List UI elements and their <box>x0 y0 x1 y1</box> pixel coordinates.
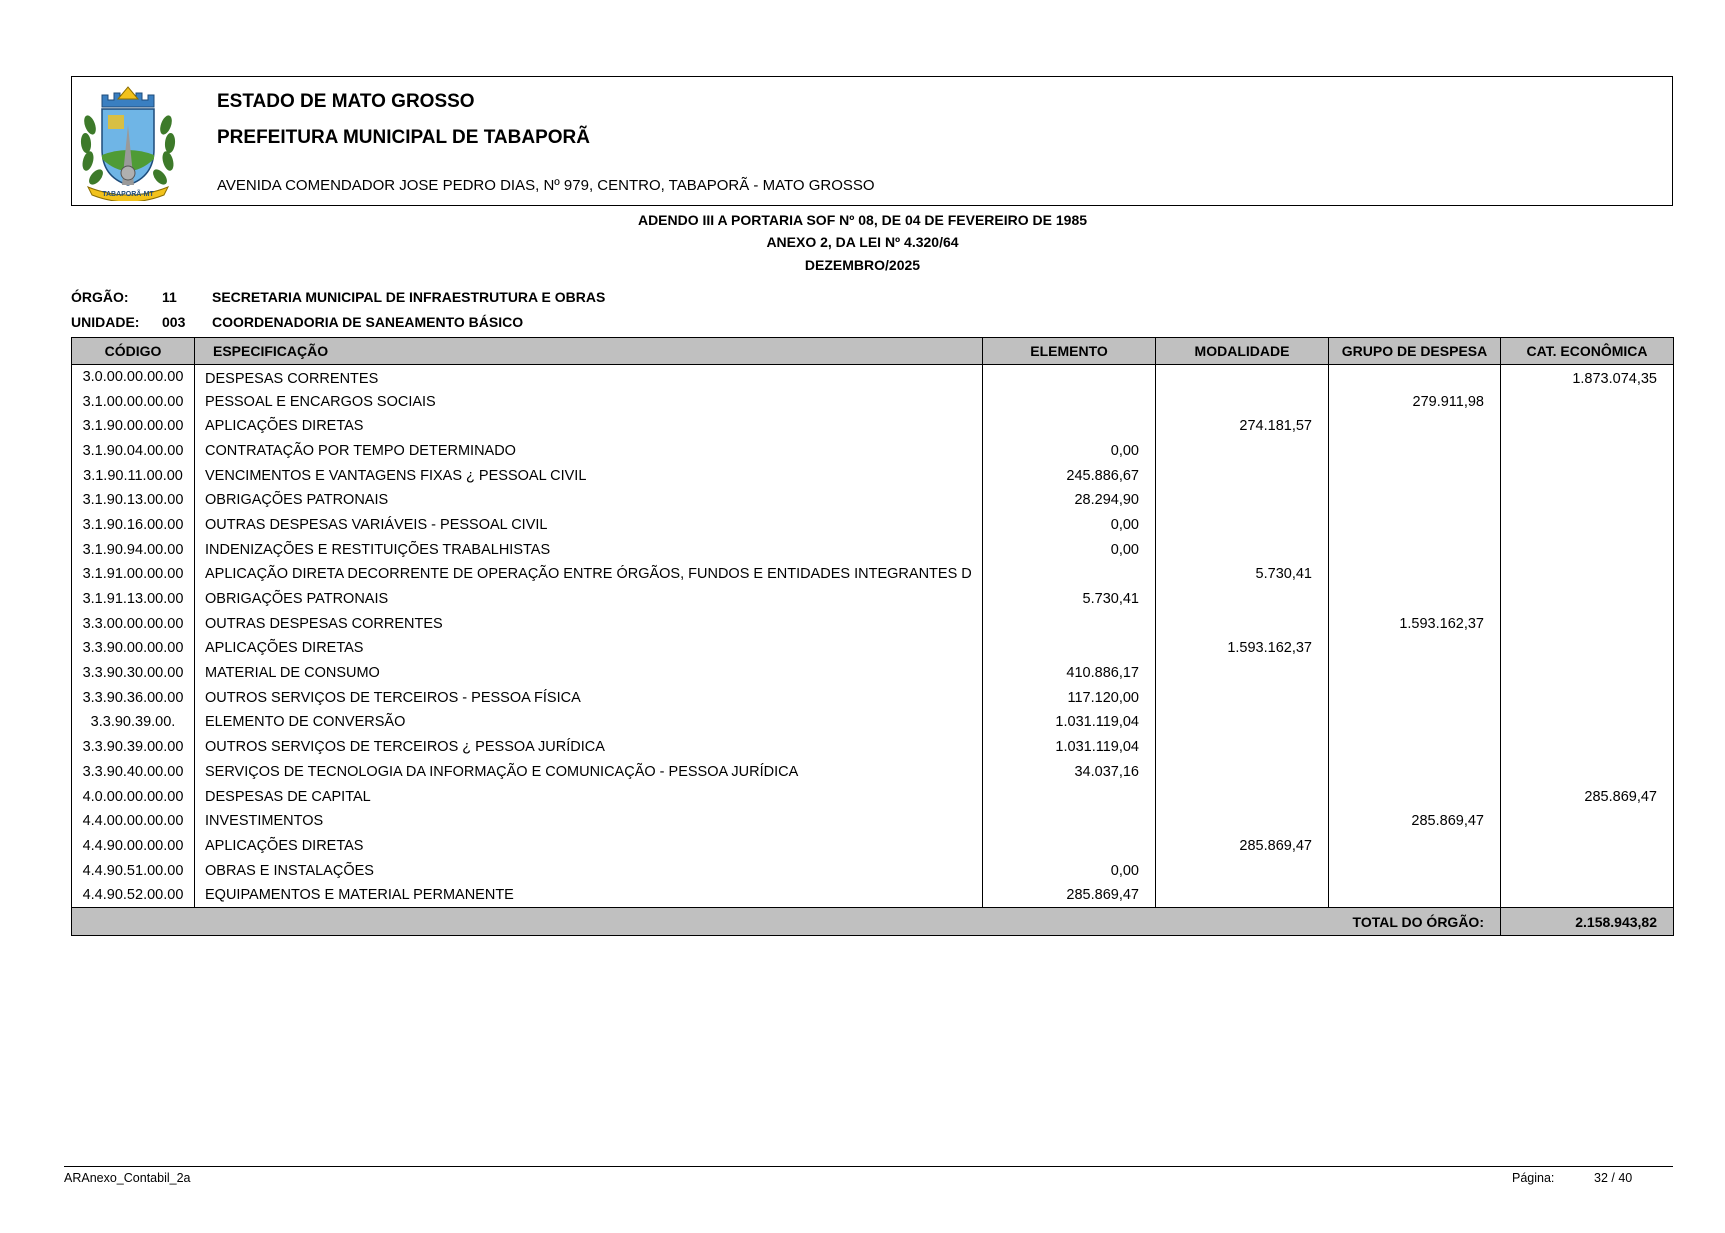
row-especificacao: OUTROS SERVIÇOS DE TERCEIROS ¿ PESSOA JURÍDICA <box>195 735 983 760</box>
row-grupo-despesa <box>1329 562 1501 587</box>
row-grupo-despesa <box>1329 636 1501 661</box>
table-row <box>72 809 1674 834</box>
row-modalidade <box>1156 611 1329 636</box>
row-code: 3.1.90.11.00.00 <box>72 463 195 488</box>
letterhead <box>71 76 1673 206</box>
footer-divider <box>64 1166 1673 1167</box>
table-row <box>72 858 1674 883</box>
total-label: TOTAL DO ÓRGÃO: <box>72 908 1501 936</box>
row-code: 3.1.91.13.00.00 <box>72 587 195 612</box>
col-header-elemento: ELEMENTO <box>983 338 1156 365</box>
row-cat-economica <box>1501 661 1674 686</box>
row-especificacao: APLICAÇÕES DIRETAS <box>195 414 983 439</box>
row-elemento <box>983 389 1156 414</box>
row-grupo-despesa <box>1329 661 1501 686</box>
row-modalidade <box>1156 488 1329 513</box>
row-especificacao: ELEMENTO DE CONVERSÃO <box>195 710 983 735</box>
row-modalidade <box>1156 883 1329 908</box>
row-code: 4.0.00.00.00.00 <box>72 784 195 809</box>
row-cat-economica: 285.869,47 <box>1501 784 1674 809</box>
state-name: ESTADO DE MATO GROSSO <box>217 91 475 112</box>
row-grupo-despesa <box>1329 414 1501 439</box>
crest-crown <box>102 87 154 107</box>
table-row <box>72 463 1674 488</box>
row-modalidade: 274.181,57 <box>1156 414 1329 439</box>
table-row <box>72 834 1674 859</box>
row-elemento <box>983 636 1156 661</box>
row-code: 3.1.90.00.00.00 <box>72 414 195 439</box>
row-modalidade <box>1156 710 1329 735</box>
row-grupo-despesa <box>1329 513 1501 538</box>
municipal-crest-icon <box>78 85 178 201</box>
row-code: 4.4.90.00.00.00 <box>72 834 195 859</box>
col-header-cat-economica: CAT. ECONÔMICA <box>1501 338 1674 365</box>
report-period: DEZEMBRO/2025 <box>804 257 921 273</box>
orgao-info <box>71 289 605 305</box>
row-modalidade <box>1156 735 1329 760</box>
row-grupo-despesa <box>1329 587 1501 612</box>
row-code: 4.4.90.52.00.00 <box>72 883 195 908</box>
table-row <box>72 365 1674 390</box>
row-code: 3.3.90.30.00.00 <box>72 661 195 686</box>
table-header-row <box>72 338 1674 365</box>
row-grupo-despesa <box>1329 834 1501 859</box>
table-row <box>72 710 1674 735</box>
row-code: 3.3.90.39.00. <box>72 710 195 735</box>
row-modalidade: 5.730,41 <box>1156 562 1329 587</box>
row-code: 3.1.90.16.00.00 <box>72 513 195 538</box>
table-row <box>72 883 1674 908</box>
row-grupo-despesa <box>1329 439 1501 464</box>
table-row <box>72 685 1674 710</box>
row-grupo-despesa <box>1329 735 1501 760</box>
table-row <box>72 587 1674 612</box>
row-modalidade: 1.593.162,37 <box>1156 636 1329 661</box>
row-code: 3.0.00.00.00.00 <box>72 365 195 390</box>
table-row <box>72 488 1674 513</box>
row-cat-economica <box>1501 760 1674 785</box>
total-row <box>72 908 1674 936</box>
row-cat-economica <box>1501 611 1674 636</box>
row-grupo-despesa <box>1329 463 1501 488</box>
row-modalidade <box>1156 537 1329 562</box>
col-header-grupo-despesa: GRUPO DE DESPESA <box>1329 338 1501 365</box>
row-especificacao: SERVIÇOS DE TECNOLOGIA DA INFORMAÇÃO E COMUNICAÇÃO - PESSOA JURÍDICA <box>195 760 983 785</box>
row-especificacao: OBRIGAÇÕES PATRONAIS <box>195 488 983 513</box>
row-code: 3.1.00.00.00.00 <box>72 389 195 414</box>
total-value: 2.158.943,82 <box>1501 908 1674 936</box>
row-code: 4.4.00.00.00.00 <box>72 809 195 834</box>
orgao-code: 11 <box>162 289 177 305</box>
row-elemento: 0,00 <box>983 439 1156 464</box>
row-grupo-despesa <box>1329 685 1501 710</box>
row-code: 3.3.00.00.00.00 <box>72 611 195 636</box>
row-especificacao: OUTRAS DESPESAS CORRENTES <box>195 611 983 636</box>
row-grupo-despesa <box>1329 365 1501 390</box>
page-label: Página: <box>1512 1171 1555 1185</box>
row-grupo-despesa <box>1329 883 1501 908</box>
row-cat-economica <box>1501 636 1674 661</box>
row-code: 3.1.90.13.00.00 <box>72 488 195 513</box>
row-cat-economica <box>1501 562 1674 587</box>
row-cat-economica <box>1501 735 1674 760</box>
report-title-line1: ADENDO III A PORTARIA SOF Nº 08, DE 04 DE FEVEREIRO DE 1985 <box>637 212 1088 228</box>
row-grupo-despesa <box>1329 760 1501 785</box>
table-row <box>72 784 1674 809</box>
row-code: 3.3.90.39.00.00 <box>72 735 195 760</box>
table-row <box>72 513 1674 538</box>
row-especificacao: PESSOAL E ENCARGOS SOCIAIS <box>195 389 983 414</box>
row-especificacao: APLICAÇÕES DIRETAS <box>195 834 983 859</box>
table-row <box>72 389 1674 414</box>
row-elemento <box>983 562 1156 587</box>
row-modalidade <box>1156 587 1329 612</box>
row-elemento: 5.730,41 <box>983 587 1156 612</box>
row-elemento: 28.294,90 <box>983 488 1156 513</box>
row-cat-economica <box>1501 685 1674 710</box>
row-grupo-despesa <box>1329 858 1501 883</box>
row-modalidade <box>1156 513 1329 538</box>
report-title-line2: ANEXO 2, DA LEI Nº 4.320/64 <box>766 234 959 250</box>
prefecture-name: PREFEITURA MUNICIPAL DE TABAPORÃ <box>217 127 590 148</box>
row-modalidade <box>1156 365 1329 390</box>
row-code: 3.1.90.04.00.00 <box>72 439 195 464</box>
row-elemento: 0,00 <box>983 537 1156 562</box>
row-elemento: 410.886,17 <box>983 661 1156 686</box>
row-especificacao: INDENIZAÇÕES E RESTITUIÇÕES TRABALHISTAS <box>195 537 983 562</box>
row-modalidade <box>1156 784 1329 809</box>
row-especificacao: APLICAÇÕES DIRETAS <box>195 636 983 661</box>
row-elemento: 117.120,00 <box>983 685 1156 710</box>
row-modalidade: 285.869,47 <box>1156 834 1329 859</box>
row-cat-economica <box>1501 488 1674 513</box>
row-elemento: 0,00 <box>983 513 1156 538</box>
row-cat-economica <box>1501 537 1674 562</box>
table-row <box>72 611 1674 636</box>
row-modalidade <box>1156 439 1329 464</box>
table-row <box>72 414 1674 439</box>
row-grupo-despesa <box>1329 784 1501 809</box>
row-elemento: 34.037,16 <box>983 760 1156 785</box>
row-especificacao: EQUIPAMENTOS E MATERIAL PERMANENTE <box>195 883 983 908</box>
col-header-codigo: CÓDIGO <box>72 338 195 365</box>
row-elemento <box>983 834 1156 859</box>
expense-table <box>71 337 1674 936</box>
orgao-label: ÓRGÃO: <box>71 289 129 305</box>
row-elemento: 0,00 <box>983 858 1156 883</box>
orgao-name: SECRETARIA MUNICIPAL DE INFRAESTRUTURA E OBRAS <box>212 289 606 305</box>
row-cat-economica <box>1501 587 1674 612</box>
row-cat-economica <box>1501 389 1674 414</box>
table-row <box>72 537 1674 562</box>
row-especificacao: VENCIMENTOS E VANTAGENS FIXAS ¿ PESSOAL CIVIL <box>195 463 983 488</box>
row-cat-economica <box>1501 834 1674 859</box>
row-especificacao: OUTROS SERVIÇOS DE TERCEIROS - PESSOA FÍSICA <box>195 685 983 710</box>
row-elemento <box>983 784 1156 809</box>
table-row <box>72 735 1674 760</box>
row-code: 3.3.90.00.00.00 <box>72 636 195 661</box>
row-cat-economica <box>1501 414 1674 439</box>
row-code: 3.1.91.00.00.00 <box>72 562 195 587</box>
page-number: 32 / 40 <box>1594 1171 1633 1185</box>
report-name: ARAnexo_Contabil_2a <box>64 1171 191 1185</box>
row-cat-economica: 1.873.074,35 <box>1501 365 1674 390</box>
row-modalidade <box>1156 463 1329 488</box>
col-header-especificacao: ESPECIFICAÇÃO <box>195 338 983 365</box>
unidade-name: COORDENADORIA DE SANEAMENTO BÁSICO <box>212 314 524 330</box>
row-cat-economica <box>1501 809 1674 834</box>
row-cat-economica <box>1501 883 1674 908</box>
row-grupo-despesa <box>1329 537 1501 562</box>
row-modalidade <box>1156 858 1329 883</box>
row-modalidade <box>1156 389 1329 414</box>
row-elemento: 285.869,47 <box>983 883 1156 908</box>
row-elemento <box>983 414 1156 439</box>
row-modalidade <box>1156 809 1329 834</box>
row-especificacao: INVESTIMENTOS <box>195 809 983 834</box>
row-grupo-despesa <box>1329 710 1501 735</box>
row-elemento <box>983 611 1156 636</box>
row-code: 4.4.90.51.00.00 <box>72 858 195 883</box>
row-elemento <box>983 365 1156 390</box>
row-code: 3.3.90.40.00.00 <box>72 760 195 785</box>
row-cat-economica <box>1501 858 1674 883</box>
row-grupo-despesa: 279.911,98 <box>1329 389 1501 414</box>
row-especificacao: DESPESAS CORRENTES <box>195 365 983 390</box>
row-especificacao: OBRAS E INSTALAÇÕES <box>195 858 983 883</box>
row-cat-economica <box>1501 463 1674 488</box>
row-modalidade <box>1156 760 1329 785</box>
address-line: AVENIDA COMENDADOR JOSE PEDRO DIAS, Nº 979, CENTRO, TABAPORÃ - MATO GROSSO <box>217 177 875 194</box>
row-grupo-despesa: 1.593.162,37 <box>1329 611 1501 636</box>
table-row <box>72 760 1674 785</box>
row-grupo-despesa: 285.869,47 <box>1329 809 1501 834</box>
row-especificacao: OBRIGAÇÕES PATRONAIS <box>195 587 983 612</box>
row-especificacao: MATERIAL DE CONSUMO <box>195 661 983 686</box>
row-especificacao: APLICAÇÃO DIRETA DECORRENTE DE OPERAÇÃO ENTRE ÓRGÃOS, FUNDOS E ENTIDADES INTEGRANTES D <box>195 562 983 587</box>
unidade-label: UNIDADE: <box>71 314 140 330</box>
row-elemento: 1.031.119,04 <box>983 710 1156 735</box>
row-especificacao: DESPESAS DE CAPITAL <box>195 784 983 809</box>
table-row <box>72 439 1674 464</box>
table-body <box>72 365 1674 908</box>
col-header-modalidade: MODALIDADE <box>1156 338 1329 365</box>
unidade-info <box>71 314 523 330</box>
row-especificacao: CONTRATAÇÃO POR TEMPO DETERMINADO <box>195 439 983 464</box>
row-elemento: 245.886,67 <box>983 463 1156 488</box>
table-row <box>72 636 1674 661</box>
row-cat-economica <box>1501 439 1674 464</box>
crest-ribbon-text: TABAPORÃ-MT <box>102 191 154 198</box>
row-modalidade <box>1156 685 1329 710</box>
row-code: 3.1.90.94.00.00 <box>72 537 195 562</box>
row-grupo-despesa <box>1329 488 1501 513</box>
row-cat-economica <box>1501 710 1674 735</box>
row-cat-economica <box>1501 513 1674 538</box>
row-code: 3.3.90.36.00.00 <box>72 685 195 710</box>
table-row <box>72 562 1674 587</box>
row-modalidade <box>1156 661 1329 686</box>
row-elemento <box>983 809 1156 834</box>
row-especificacao: OUTRAS DESPESAS VARIÁVEIS - PESSOAL CIVIL <box>195 513 983 538</box>
unidade-code: 003 <box>162 314 186 330</box>
row-elemento: 1.031.119,04 <box>983 735 1156 760</box>
table-row <box>72 661 1674 686</box>
